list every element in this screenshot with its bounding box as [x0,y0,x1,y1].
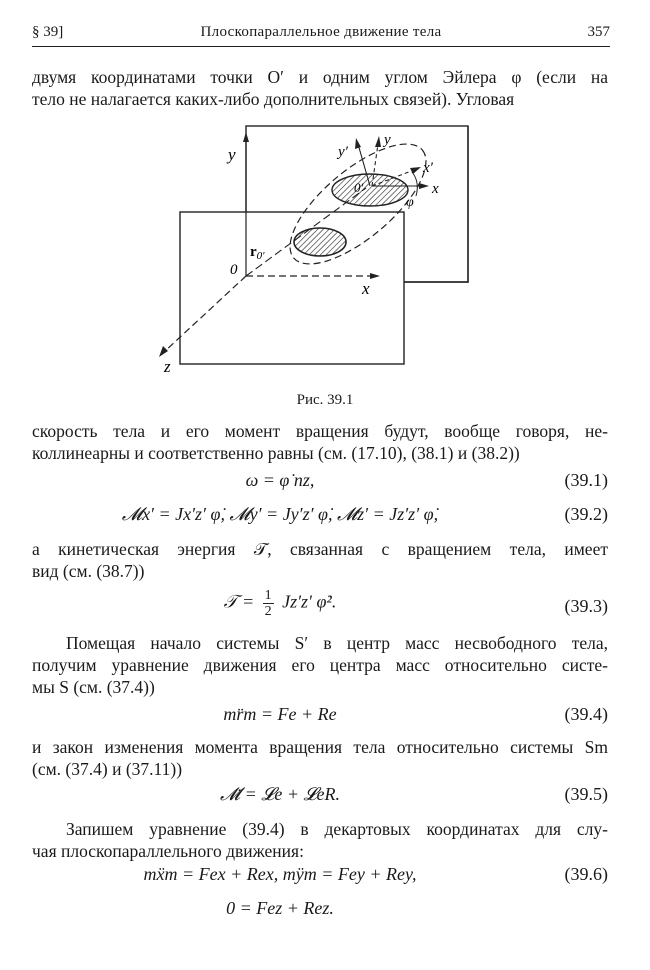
equation-lhs: 𝒯 = [223,591,255,612]
label-y-moving: y [384,132,391,148]
label-x-prime: x′ [423,160,433,176]
page-number: 357 [587,24,610,40]
label-y: y [228,145,236,164]
label-x-moving: x [432,181,439,197]
paragraph-2-line-2: коллинеарны и соответственно равны (см. (17.10), (38.1) и (38.2)) [32,443,520,463]
equation-body: mẍm = Fex + Rex, mÿm = Fey + Rey, [143,864,417,884]
equation-number: (39.6) [564,864,608,884]
paragraph-4-line-1: Помещая начало системы S′ в центр масс несвободного тела, [66,633,608,653]
equation-body: ω = φ̇ nz, [245,470,315,490]
figure-39-1 [140,118,490,378]
label-r0: $r_{0'}$ [250,244,265,262]
paragraph-3-line-1: а кинетическая энергия 𝒯, связанная с вращением тела, имеет [32,539,608,559]
label-y-prime: y′ [338,144,348,160]
paragraph-2-line-1: скорость тела и его момент вращения будут, вообще говоря, не- [32,421,608,441]
label-x: x [362,279,370,298]
equation-body: mr̈m = Fe + Re [223,704,337,724]
x-moving-arrow [419,183,429,189]
y-axis-arrow [243,132,249,142]
label-o-prime: 0′ [354,180,364,195]
equation-39-5 [32,784,608,814]
fraction-one-half [263,588,274,619]
equation-number: (39.3) [564,596,608,616]
equation-39-2 [32,504,608,534]
paragraph-3-line-2: вид (см. (38.7)) [32,561,145,581]
paragraph-5-line-2: (см. (37.4) и (37.11)) [32,759,183,779]
body-section-upper [332,174,408,206]
equation-number: (39.4) [564,704,608,724]
fixed-plane [180,212,404,364]
label-origin: 0 [230,262,238,278]
label-z: z [164,357,171,376]
x-prime-arrow [410,167,421,174]
equation-number: (39.2) [564,504,608,524]
equation-body: 𝓜x′ = Jx′z′ φ̇, 𝓜y′ = Jy′z′ φ̇, 𝓜z′ = Jz′z′ φ̇, [121,504,439,524]
equation-body [32,588,528,619]
equation-body: 𝓜̇ = 𝓛e + 𝓛eR. [219,784,341,804]
figure-caption: Рис. 39.1 [296,392,354,408]
paragraph-6-line-2: чая плоскопараллельного движения: [32,841,304,861]
paragraph-6-line-1: Запишем уравнение (39.4) в декартовых координатах для слу- [66,819,608,839]
equation-39-6 [32,864,608,894]
paragraph-5-line-1: и закон изменения момента вращения тела относительно системы Sm [32,737,608,757]
equation-number: (39.1) [564,470,608,490]
y-moving-arrow [375,136,381,147]
fraction-denominator: 2 [264,604,272,619]
equation-39-3 [32,588,608,628]
equation-body: 0 = Fez + Rez. [226,898,334,918]
section-number: § 39] [32,24,64,40]
equation-number: (39.5) [564,784,608,804]
label-phi: φ [406,195,414,210]
equation-rhs: Jz′z′ φ̇². [282,591,337,612]
z-axis-arrow [159,346,168,357]
header-title: Плоскопараллельное движение тела [200,24,442,40]
equation-39-6-second-line [32,898,608,928]
paragraph-1-line-1: двумя координатами точки O′ и одним углом Эйлера φ (если на [32,67,608,87]
equation-39-1 [32,470,608,500]
y-prime-arrow [355,138,361,149]
equation-39-4 [32,704,608,734]
fraction-numerator: 1 [264,588,272,603]
paragraph-4-line-3: мы S (см. (37.4)) [32,677,155,697]
paragraph-1-line-2: тело не налагается каких-либо дополнительных связей). Угловая [32,89,515,109]
body-section-lower [294,228,346,256]
paragraph-4-line-2: получим уравнение движения его центра масс относительно систе- [32,655,608,675]
running-header [32,22,610,47]
